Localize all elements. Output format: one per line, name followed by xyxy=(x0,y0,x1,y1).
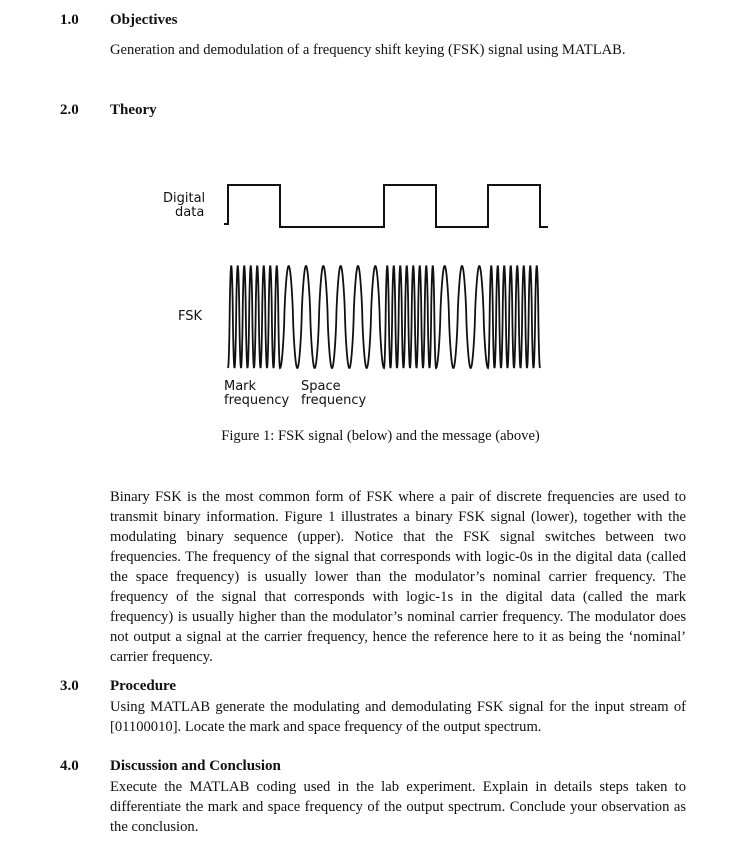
theory-paragraph: Binary FSK is the most common form of FSK where a pair of discrete frequencies are used to transmit binary information. Figure 1 illustrates a binary FSK signal (lower), together with the modulating binary sequence (upper). Notice that the FSK signal switches between two frequencies. The frequency of the signal that corresponds with logic-0s in the digital data (called the space frequency) is usually lower than the modulator’s nominal carrier frequency. The frequency of the signal that corresponds with logic-1s in the digital data (called the mark frequency) is usually higher than the modulator’s nominal carrier frequency. The modulator does not output a signal at the carrier frequency, hence the reference here to it as being the ‘nominal’ carrier frequency. xyxy=(110,489,686,665)
space-frequency-label xyxy=(301,380,366,408)
section-number-objectives: 1.0 xyxy=(60,12,79,28)
section-title-procedure: Procedure xyxy=(110,678,177,694)
digital-label-line1: Digital xyxy=(163,191,206,206)
mark-label-line1: Mark xyxy=(224,379,257,394)
section-title-objectives: Objectives xyxy=(110,12,178,28)
procedure-text: Using MATLAB generate the modulating and demodulating FSK signal for the input stream of [01100010]. Locate the mark and space frequency of the output spectrum. xyxy=(110,699,686,735)
section-title-theory: Theory xyxy=(110,102,157,118)
fsk-diagram xyxy=(0,170,735,430)
space-label-line2: frequency xyxy=(301,393,367,408)
fsk-figure xyxy=(0,170,735,444)
mark-label-line2: frequency xyxy=(224,393,290,408)
space-label-line1: Space xyxy=(301,379,341,394)
digital-data-waveform xyxy=(224,185,548,227)
section-title-discussion: Discussion and Conclusion xyxy=(110,758,281,774)
objectives-text: Generation and demodulation of a frequency shift keying (FSK) signal using MATLAB. xyxy=(110,42,626,58)
discussion-text: Execute the MATLAB coding used in the lab experiment. Explain in details steps taken to differentiate the mark and space frequency of the output spectrum. Conclude your observation as the conclusion. xyxy=(110,779,686,835)
digital-label-line2: data xyxy=(175,205,205,220)
section-number-procedure: 3.0 xyxy=(60,678,79,694)
section-number-discussion: 4.0 xyxy=(60,758,79,774)
figure-caption: Figure 1: FSK signal (below) and the message (above) xyxy=(221,428,540,444)
fsk-waveform xyxy=(228,266,540,368)
mark-frequency-label xyxy=(224,380,289,408)
section-number-theory: 2.0 xyxy=(60,102,79,118)
fsk-label: FSK xyxy=(178,309,203,324)
